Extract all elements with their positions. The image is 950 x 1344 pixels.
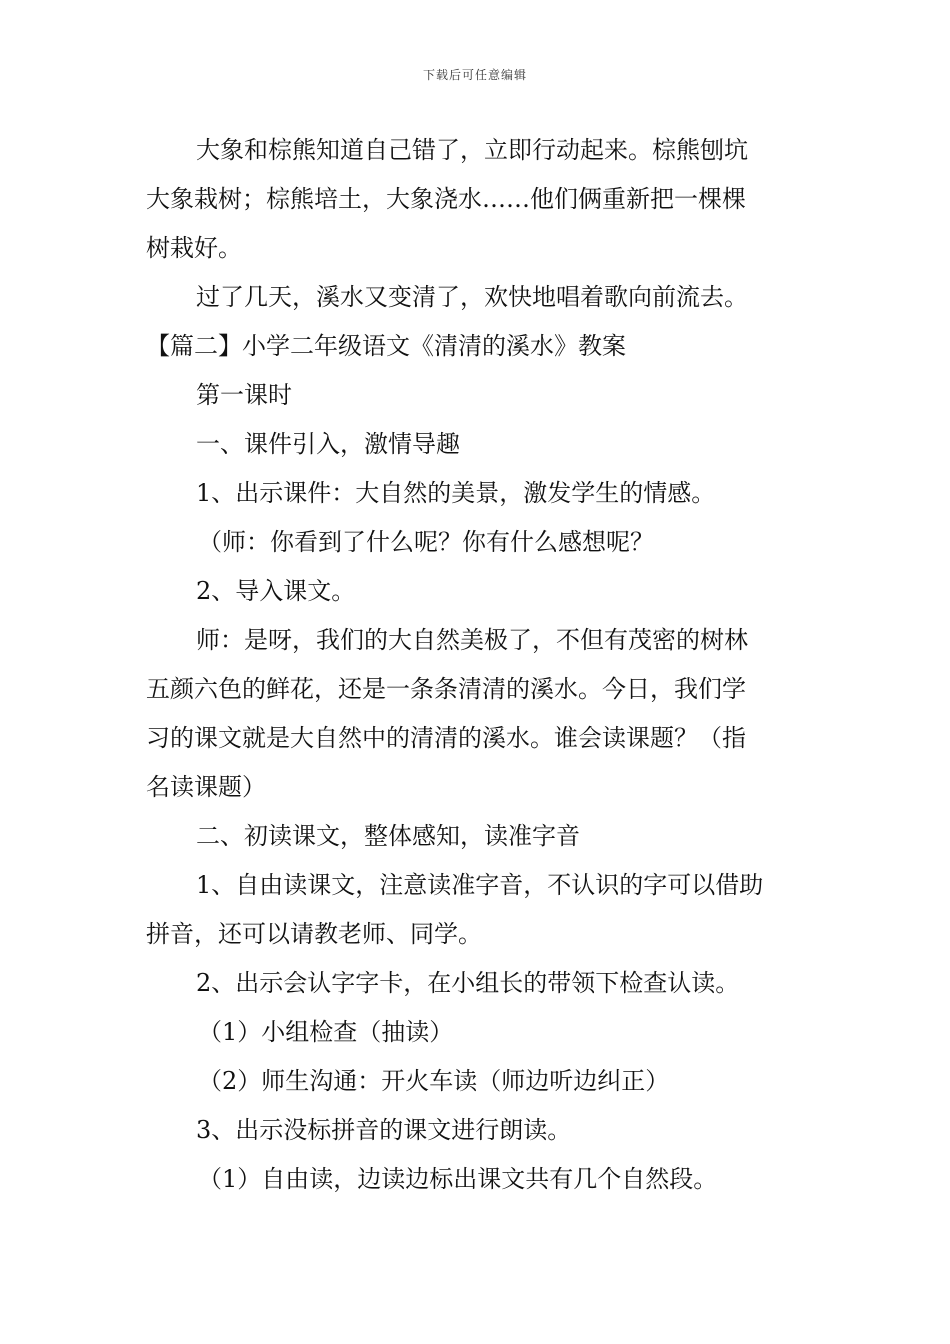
text-line: 【篇二】小学二年级语文《清清的溪水》教案 — [146, 332, 626, 360]
text-line: 1、自由读课文，注意读准字音，不认识的字可以借助 — [196, 871, 764, 899]
paragraph-item — [146, 1008, 811, 1057]
text-line: 3、出示没标拼音的课文进行朗读。 — [196, 1116, 572, 1144]
text-line: 大象和棕熊知道自己错了，立即行动起来。棕熊刨坑 — [196, 136, 748, 164]
text-line: 树栽好。 — [146, 234, 242, 262]
text-line: 大象栽树；棕熊培土，大象浇水……他们俩重新把一棵棵 — [146, 185, 746, 213]
page-header: 下载后可任意编辑 — [422, 68, 527, 82]
text-line: 2、导入课文。 — [196, 577, 356, 605]
text-line: 名读课题） — [146, 773, 266, 801]
text-line: 2、出示会认字字卡，在小组长的带领下检查认读。 — [196, 969, 740, 997]
text-line: 一、课件引入，激情导趣 — [196, 430, 460, 458]
paragraph-item — [146, 1155, 811, 1204]
paragraph-item — [146, 959, 811, 1008]
step-heading — [146, 812, 811, 861]
text-line: 师：是呀，我们的大自然美极了，不但有茂密的树林 — [196, 626, 748, 654]
paragraph-item — [146, 861, 811, 959]
section-title — [146, 322, 811, 371]
document-body — [146, 126, 811, 1204]
paragraph-item — [146, 567, 811, 616]
paragraph-item — [146, 1057, 811, 1106]
lesson-heading — [146, 371, 811, 420]
paragraph-item — [146, 1106, 811, 1155]
text-line: （2）师生沟通：开火车读（师边听边纠正） — [198, 1067, 670, 1095]
text-line: 过了几天，溪水又变清了，欢快地唱着歌向前流去。 — [196, 283, 748, 311]
text-line: （1）自由读，边读边标出课文共有几个自然段。 — [198, 1165, 718, 1193]
text-line: 拼音，还可以请教老师、同学。 — [146, 920, 482, 948]
text-line: 五颜六色的鲜花，还是一条条清清的溪水。今日，我们学 — [146, 675, 746, 703]
text-line: （师：你看到了什么呢？你有什么感想呢？ — [198, 528, 654, 556]
paragraph-item — [146, 518, 811, 567]
paragraph-2 — [146, 273, 811, 322]
text-line: 二、初读课文，整体感知，读准字音 — [196, 822, 580, 850]
text-line: 习的课文就是大自然中的清清的溪水。谁会读课题？（指 — [146, 724, 746, 752]
paragraph-item — [146, 469, 811, 518]
paragraph-item — [146, 616, 811, 812]
step-heading — [146, 420, 811, 469]
text-line: （1）小组检查（抽读） — [198, 1018, 454, 1046]
text-line: 第一课时 — [196, 381, 292, 409]
text-line: 1、出示课件：大自然的美景，激发学生的情感。 — [196, 479, 716, 507]
paragraph-1 — [146, 126, 811, 273]
